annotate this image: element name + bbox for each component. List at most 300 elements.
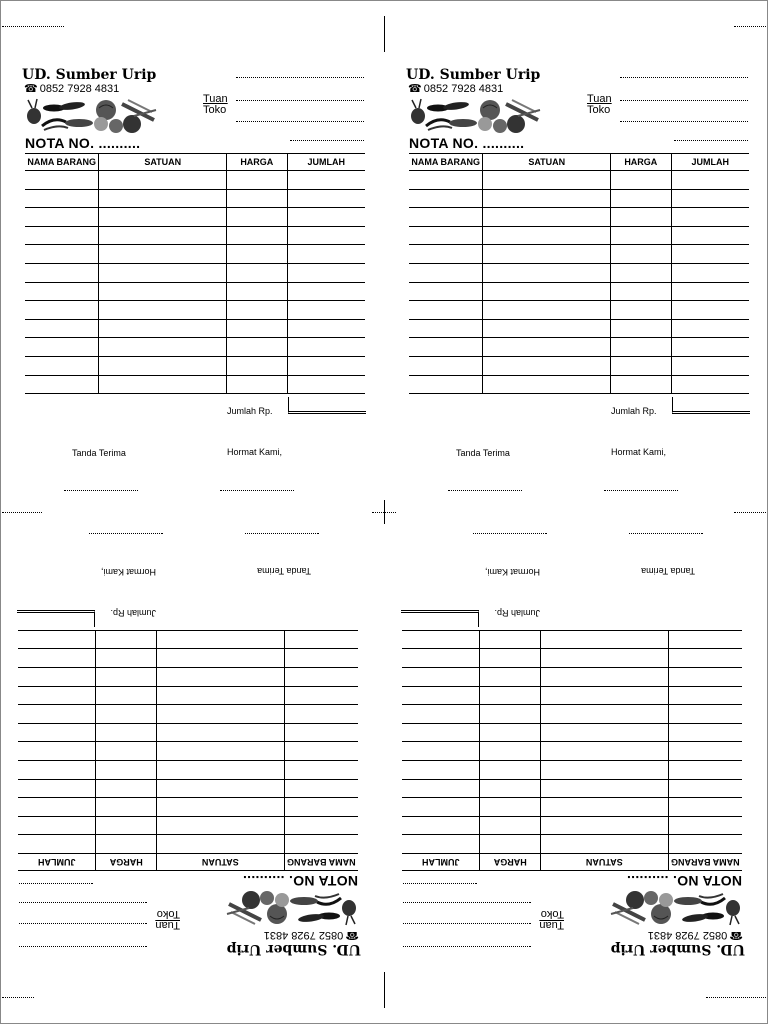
amount-cell[interactable] — [287, 282, 365, 301]
price-cell[interactable] — [480, 779, 541, 798]
table-row — [409, 319, 749, 338]
total-field[interactable] — [17, 610, 95, 627]
price-cell[interactable] — [611, 245, 672, 264]
receiver-signature-line[interactable] — [245, 533, 319, 534]
amount-cell[interactable] — [287, 263, 365, 282]
price-cell[interactable] — [480, 630, 541, 649]
sender-label: Hormat Kami, — [611, 447, 667, 457]
table-row — [402, 649, 742, 668]
total-field[interactable] — [288, 397, 366, 414]
item-cell[interactable] — [25, 208, 99, 227]
amount-cell[interactable] — [287, 208, 365, 227]
unit-cell[interactable] — [156, 779, 284, 798]
price-cell[interactable] — [96, 816, 157, 835]
price-cell[interactable] — [227, 245, 288, 264]
item-cell[interactable] — [25, 319, 99, 338]
price-cell[interactable] — [227, 189, 288, 208]
unit-cell[interactable] — [540, 668, 668, 687]
price-cell[interactable] — [480, 723, 541, 742]
amount-cell[interactable] — [287, 171, 365, 190]
price-cell[interactable] — [96, 798, 157, 817]
receiver-label: Tanda Terima — [456, 448, 510, 458]
unit-cell[interactable] — [483, 263, 611, 282]
items-rows — [18, 630, 358, 853]
sender-label: Hormat Kami, — [227, 447, 283, 457]
unit-cell[interactable] — [99, 245, 227, 264]
toko-label: Toko — [203, 104, 227, 116]
item-cell[interactable] — [25, 301, 99, 320]
receiver-label: Tanda Terima — [257, 566, 311, 576]
item-cell[interactable] — [284, 686, 358, 705]
item-cell[interactable] — [668, 742, 742, 761]
unit-cell[interactable] — [483, 226, 611, 245]
item-cell[interactable] — [409, 189, 483, 208]
items-table — [409, 153, 749, 394]
amount-cell[interactable] — [18, 668, 96, 687]
amount-cell[interactable] — [671, 301, 749, 320]
tuan-label: Tuan — [203, 93, 228, 105]
price-cell[interactable] — [480, 816, 541, 835]
total-field[interactable] — [672, 397, 750, 414]
vegetables-illustration — [24, 96, 159, 134]
amount-cell[interactable] — [287, 189, 365, 208]
table-row — [409, 263, 749, 282]
item-cell[interactable] — [284, 649, 358, 668]
amount-cell[interactable] — [671, 263, 749, 282]
price-cell[interactable] — [480, 668, 541, 687]
unit-cell[interactable] — [156, 723, 284, 742]
amount-cell[interactable] — [287, 245, 365, 264]
vegetables-illustration — [408, 96, 543, 134]
table-row — [409, 245, 749, 264]
item-cell[interactable] — [409, 356, 483, 375]
item-cell[interactable] — [284, 816, 358, 835]
amount-cell[interactable] — [402, 835, 480, 854]
nota-number: NOTA NO. .......... — [242, 873, 358, 889]
telephone-icon: ☎ — [729, 929, 743, 941]
unit-cell[interactable] — [483, 189, 611, 208]
table-row — [402, 630, 742, 649]
unit-cell[interactable] — [540, 705, 668, 724]
toko-label: Toko — [587, 104, 611, 116]
price-cell[interactable] — [611, 338, 672, 357]
unit-cell[interactable] — [156, 668, 284, 687]
price-cell[interactable] — [96, 761, 157, 780]
amount-cell[interactable] — [18, 705, 96, 724]
nota-number: NOTA NO. .......... — [409, 135, 525, 151]
receiver-signature-line[interactable] — [448, 490, 522, 491]
toko-field[interactable] — [620, 121, 748, 122]
toko-field[interactable] — [236, 121, 364, 122]
unit-cell[interactable] — [156, 761, 284, 780]
amount-cell[interactable] — [402, 723, 480, 742]
unit-cell[interactable] — [156, 742, 284, 761]
cut-mark — [734, 26, 766, 27]
item-cell[interactable] — [25, 226, 99, 245]
amount-cell[interactable] — [402, 816, 480, 835]
table-row — [25, 375, 365, 394]
amount-cell[interactable] — [18, 779, 96, 798]
price-cell[interactable] — [96, 742, 157, 761]
price-cell[interactable] — [227, 282, 288, 301]
price-cell[interactable] — [227, 208, 288, 227]
item-cell[interactable] — [284, 630, 358, 649]
col-nama-barang: NAMA BARANG — [668, 854, 742, 871]
table-row — [25, 171, 365, 190]
table-row — [409, 171, 749, 190]
amount-cell[interactable] — [287, 338, 365, 357]
item-cell[interactable] — [409, 245, 483, 264]
table-row — [402, 668, 742, 687]
tuan-label: Tuan — [587, 93, 612, 105]
amount-cell[interactable] — [18, 816, 96, 835]
amount-cell[interactable] — [18, 835, 96, 854]
unit-cell[interactable] — [540, 835, 668, 854]
unit-cell[interactable] — [156, 798, 284, 817]
unit-cell[interactable] — [540, 686, 668, 705]
price-cell[interactable] — [480, 705, 541, 724]
amount-cell[interactable] — [287, 375, 365, 394]
amount-cell[interactable] — [671, 356, 749, 375]
item-cell[interactable] — [409, 319, 483, 338]
phone-number: 0852 7928 4831 — [647, 929, 728, 941]
amount-cell[interactable] — [18, 630, 96, 649]
amount-cell[interactable] — [402, 630, 480, 649]
amount-cell[interactable] — [402, 742, 480, 761]
sender-signature-line[interactable] — [473, 533, 547, 534]
item-cell[interactable] — [668, 723, 742, 742]
sender-signature-line[interactable] — [89, 533, 163, 534]
table-row — [409, 208, 749, 227]
price-cell[interactable] — [227, 375, 288, 394]
item-cell[interactable] — [284, 742, 358, 761]
price-cell[interactable] — [96, 705, 157, 724]
items-rows — [25, 171, 365, 394]
table-row — [402, 686, 742, 705]
table-row — [25, 282, 365, 301]
unit-cell[interactable] — [156, 686, 284, 705]
unit-cell[interactable] — [156, 816, 284, 835]
amount-cell[interactable] — [671, 226, 749, 245]
amount-cell[interactable] — [671, 189, 749, 208]
item-cell[interactable] — [409, 282, 483, 301]
table-row — [409, 226, 749, 245]
unit-cell[interactable] — [99, 338, 227, 357]
phone-number: 0852 7928 4831 — [39, 83, 120, 95]
unit-cell[interactable] — [483, 245, 611, 264]
table-row — [25, 226, 365, 245]
shop-name: UD. Sumber Urip — [406, 67, 541, 83]
date-field[interactable] — [19, 883, 93, 884]
cut-mark — [2, 997, 34, 998]
price-cell[interactable] — [611, 263, 672, 282]
price-cell[interactable] — [611, 301, 672, 320]
table-row — [18, 668, 358, 687]
unit-cell[interactable] — [540, 816, 668, 835]
price-cell[interactable] — [96, 649, 157, 668]
date-field[interactable] — [403, 883, 477, 884]
table-row — [409, 375, 749, 394]
tuan-label: Tuan — [539, 919, 564, 931]
unit-cell[interactable] — [156, 630, 284, 649]
amount-cell[interactable] — [671, 375, 749, 394]
items-rows — [409, 171, 749, 394]
amount-cell[interactable] — [287, 301, 365, 320]
price-cell[interactable] — [227, 226, 288, 245]
receiver-label: Tanda Terima — [641, 566, 695, 576]
price-cell[interactable] — [611, 208, 672, 227]
cut-mark — [2, 26, 64, 27]
table-row — [18, 779, 358, 798]
amount-cell[interactable] — [287, 356, 365, 375]
table-row — [18, 761, 358, 780]
amount-cell[interactable] — [18, 723, 96, 742]
table-row — [402, 779, 742, 798]
price-cell[interactable] — [611, 375, 672, 394]
address-line[interactable] — [236, 77, 364, 78]
item-cell[interactable] — [25, 338, 99, 357]
date-field[interactable] — [674, 140, 748, 141]
unit-cell[interactable] — [156, 649, 284, 668]
item-cell[interactable] — [668, 835, 742, 854]
sender-label: Hormat Kami, — [100, 567, 156, 577]
price-cell[interactable] — [480, 649, 541, 668]
item-cell[interactable] — [409, 338, 483, 357]
nota-number: NOTA NO. .......... — [25, 135, 141, 151]
price-cell[interactable] — [611, 189, 672, 208]
amount-cell[interactable] — [402, 668, 480, 687]
cut-mark — [384, 972, 385, 1008]
unit-cell[interactable] — [99, 375, 227, 394]
amount-cell[interactable] — [18, 649, 96, 668]
total-label: Jumlah Rp. — [110, 608, 156, 618]
col-satuan: SATUAN — [540, 854, 668, 871]
price-cell[interactable] — [480, 742, 541, 761]
unit-cell[interactable] — [483, 171, 611, 190]
item-cell[interactable] — [25, 189, 99, 208]
item-cell[interactable] — [25, 263, 99, 282]
amount-cell[interactable] — [402, 761, 480, 780]
sender-signature-line[interactable] — [604, 490, 678, 491]
unit-cell[interactable] — [99, 356, 227, 375]
unit-cell[interactable] — [99, 301, 227, 320]
toko-field[interactable] — [403, 902, 531, 903]
price-cell[interactable] — [611, 171, 672, 190]
item-cell[interactable] — [668, 816, 742, 835]
item-cell[interactable] — [668, 668, 742, 687]
address-line[interactable] — [403, 946, 531, 947]
table-row — [18, 630, 358, 649]
unit-cell[interactable] — [99, 189, 227, 208]
amount-cell[interactable] — [671, 282, 749, 301]
item-cell[interactable] — [25, 356, 99, 375]
unit-cell[interactable] — [483, 301, 611, 320]
col-jumlah: JUMLAH — [671, 154, 749, 171]
amount-cell[interactable] — [402, 798, 480, 817]
item-cell[interactable] — [284, 723, 358, 742]
item-cell[interactable] — [668, 630, 742, 649]
price-cell[interactable] — [96, 779, 157, 798]
item-cell[interactable] — [284, 705, 358, 724]
item-cell[interactable] — [668, 779, 742, 798]
amount-cell[interactable] — [18, 686, 96, 705]
receipt-note — [406, 67, 751, 467]
amount-cell[interactable] — [287, 319, 365, 338]
item-cell[interactable] — [668, 686, 742, 705]
table-row — [402, 798, 742, 817]
unit-cell[interactable] — [483, 208, 611, 227]
tuan-label: Tuan — [155, 919, 180, 931]
unit-cell[interactable] — [483, 282, 611, 301]
sender-signature-line[interactable] — [220, 490, 294, 491]
unit-cell[interactable] — [540, 630, 668, 649]
item-cell[interactable] — [25, 375, 99, 394]
unit-cell[interactable] — [99, 263, 227, 282]
price-cell[interactable] — [96, 630, 157, 649]
item-cell[interactable] — [25, 282, 99, 301]
unit-cell[interactable] — [540, 723, 668, 742]
table-header-row — [25, 154, 365, 171]
unit-cell[interactable] — [540, 742, 668, 761]
item-cell[interactable] — [409, 208, 483, 227]
table-row — [409, 338, 749, 357]
item-cell[interactable] — [409, 226, 483, 245]
amount-cell[interactable] — [287, 226, 365, 245]
price-cell[interactable] — [227, 301, 288, 320]
unit-cell[interactable] — [156, 705, 284, 724]
price-cell[interactable] — [96, 686, 157, 705]
table-row — [25, 208, 365, 227]
item-cell[interactable] — [668, 705, 742, 724]
date-field[interactable] — [290, 140, 364, 141]
unit-cell[interactable] — [99, 319, 227, 338]
phone-number: 0852 7928 4831 — [263, 929, 344, 941]
item-cell[interactable] — [284, 779, 358, 798]
tuan-field[interactable] — [236, 100, 364, 101]
unit-cell[interactable] — [483, 319, 611, 338]
unit-cell[interactable] — [483, 356, 611, 375]
table-row — [18, 723, 358, 742]
unit-cell[interactable] — [156, 835, 284, 854]
amount-cell[interactable] — [402, 686, 480, 705]
price-cell[interactable] — [611, 356, 672, 375]
price-cell[interactable] — [611, 226, 672, 245]
amount-cell[interactable] — [402, 705, 480, 724]
unit-cell[interactable] — [540, 798, 668, 817]
item-cell[interactable] — [409, 263, 483, 282]
unit-cell[interactable] — [99, 208, 227, 227]
table-row — [25, 189, 365, 208]
item-cell[interactable] — [409, 171, 483, 190]
table-row — [25, 319, 365, 338]
col-jumlah: JUMLAH — [18, 854, 96, 871]
item-cell[interactable] — [668, 761, 742, 780]
table-row — [18, 816, 358, 835]
amount-cell[interactable] — [671, 208, 749, 227]
item-cell[interactable] — [409, 301, 483, 320]
price-cell[interactable] — [227, 319, 288, 338]
price-cell[interactable] — [480, 835, 541, 854]
price-cell[interactable] — [96, 668, 157, 687]
toko-field[interactable] — [19, 902, 147, 903]
unit-cell[interactable] — [99, 282, 227, 301]
table-row — [18, 742, 358, 761]
price-cell[interactable] — [227, 338, 288, 357]
address-line[interactable] — [620, 77, 748, 78]
col-nama-barang: NAMA BARANG — [25, 154, 99, 171]
item-cell[interactable] — [284, 835, 358, 854]
item-cell[interactable] — [668, 798, 742, 817]
price-cell[interactable] — [227, 356, 288, 375]
items-table — [402, 630, 742, 871]
cut-mark — [2, 512, 42, 513]
item-cell[interactable] — [25, 171, 99, 190]
shop-phone — [408, 82, 503, 95]
price-cell[interactable] — [480, 761, 541, 780]
table-header-row — [18, 854, 358, 871]
nota-number: NOTA NO. .......... — [626, 873, 742, 889]
price-cell[interactable] — [227, 263, 288, 282]
amount-cell[interactable] — [18, 761, 96, 780]
col-harga: HARGA — [227, 154, 288, 171]
price-cell[interactable] — [96, 723, 157, 742]
amount-cell[interactable] — [671, 245, 749, 264]
tuan-field[interactable] — [19, 923, 147, 924]
amount-cell[interactable] — [18, 742, 96, 761]
receiver-signature-line[interactable] — [64, 490, 138, 491]
item-cell[interactable] — [409, 375, 483, 394]
item-cell[interactable] — [668, 649, 742, 668]
table-row — [25, 301, 365, 320]
address-line[interactable] — [19, 946, 147, 947]
unit-cell[interactable] — [99, 226, 227, 245]
unit-cell[interactable] — [483, 338, 611, 357]
tuan-field[interactable] — [403, 923, 531, 924]
telephone-icon: ☎ — [24, 83, 38, 95]
amount-cell[interactable] — [671, 171, 749, 190]
item-cell[interactable] — [284, 798, 358, 817]
item-cell[interactable] — [284, 761, 358, 780]
amount-cell[interactable] — [671, 319, 749, 338]
col-harga: HARGA — [96, 854, 157, 871]
amount-cell[interactable] — [671, 338, 749, 357]
tuan-field[interactable] — [620, 100, 748, 101]
unit-cell[interactable] — [540, 779, 668, 798]
col-jumlah: JUMLAH — [402, 854, 480, 871]
toko-label: Toko — [540, 908, 564, 920]
unit-cell[interactable] — [540, 761, 668, 780]
items-rows — [402, 630, 742, 853]
unit-cell[interactable] — [99, 171, 227, 190]
price-cell[interactable] — [480, 798, 541, 817]
table-row — [18, 705, 358, 724]
item-cell[interactable] — [284, 668, 358, 687]
price-cell[interactable] — [611, 319, 672, 338]
total-field[interactable] — [401, 610, 479, 627]
receiver-signature-line[interactable] — [629, 533, 703, 534]
unit-cell[interactable] — [540, 649, 668, 668]
price-cell[interactable] — [227, 171, 288, 190]
amount-cell[interactable] — [18, 798, 96, 817]
col-jumlah: JUMLAH — [287, 154, 365, 171]
unit-cell[interactable] — [483, 375, 611, 394]
item-cell[interactable] — [25, 245, 99, 264]
price-cell[interactable] — [611, 282, 672, 301]
amount-cell[interactable] — [402, 649, 480, 668]
price-cell[interactable] — [480, 686, 541, 705]
price-cell[interactable] — [96, 835, 157, 854]
amount-cell[interactable] — [402, 779, 480, 798]
